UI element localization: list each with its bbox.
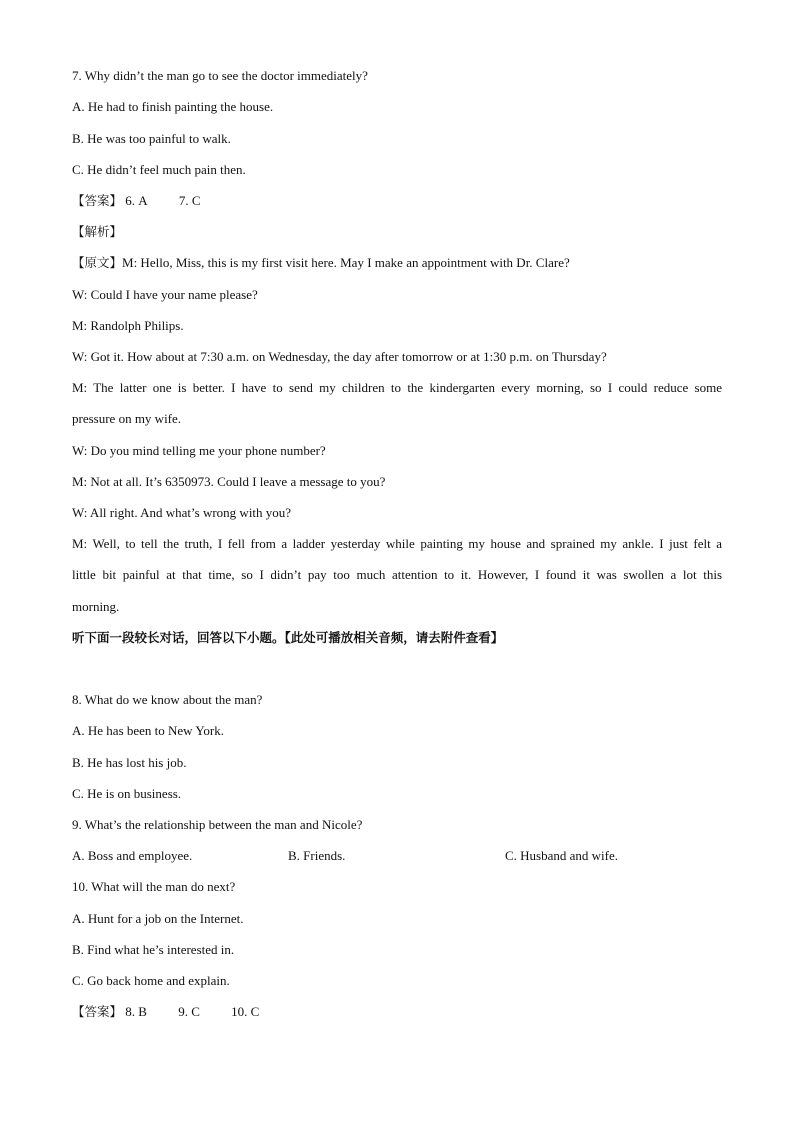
transcript-tag: 【原文】 [72, 255, 123, 270]
answer-line-1 [72, 193, 201, 209]
transcript-line-9: W: All right. And what’s wrong with you? [72, 505, 292, 520]
transcript-line-2: W: Could I have your name please? [72, 287, 258, 302]
question-7: 7. Why didn’t the man go to see the doctor immediately? [72, 68, 368, 83]
analysis-tag: 【解析】 [72, 224, 123, 239]
answer-6: 6. A [125, 193, 148, 208]
answer-8: 8. B [125, 1004, 147, 1019]
q8-option-b: B. He has lost his job. [72, 755, 187, 770]
transcript-line-8: M: Not at all. It’s 6350973. Could I leave a message to you? [72, 474, 386, 489]
question-10: 10. What will the man do next? [72, 879, 236, 894]
transcript-line-6: pressure on my wife. [72, 411, 182, 426]
q8-option-a: A. He has been to New York. [72, 723, 225, 738]
transcript-line-10: M: Well, to tell the truth, I fell from a ladder yesterday while painting my house and sprained my ankle. I just felt a [72, 536, 722, 551]
q7-option-b: B. He was too painful to walk. [72, 131, 231, 146]
q10-option-a: A. Hunt for a job on the Internet. [72, 911, 244, 926]
question-9: 9. What’s the relationship between the man and Nicole? [72, 817, 363, 832]
transcript-line-7: W: Do you mind telling me your phone number? [72, 443, 326, 458]
transcript-line-11: little bit painful at that time, so I didn’t pay too much attention to it. However, I found it was swollen a lot this [72, 567, 722, 582]
q10-option-b: B. Find what he’s interested in. [72, 942, 235, 957]
answer-10: 10. C [231, 1004, 260, 1019]
q8-option-c: C. He is on business. [72, 786, 182, 801]
answer-7: 7. C [178, 193, 201, 208]
section-instruction: 听下面一段较长对话，回答以下小题。【此处可播放相关音频，请去附件查看】 [72, 630, 504, 645]
answer-tag-2: 【答案】 [72, 1004, 123, 1019]
transcript-line-5: M: The latter one is better. I have to send my children to the kindergarten every morning, so I could reduce some [72, 380, 722, 395]
q9-option-a: A. Boss and employee. [72, 848, 193, 863]
q10-option-c: C. Go back home and explain. [72, 973, 230, 988]
answer-tag: 【答案】 [72, 193, 123, 208]
transcript-line-12: morning. [72, 599, 120, 614]
q9-option-b: B. Friends. [288, 848, 346, 863]
transcript-line-4: W: Got it. How about at 7:30 a.m. on Wednesday, the day after tomorrow or at 1:30 p.m. on Thursday? [72, 349, 607, 364]
transcript-line-1: 【原文】M: Hello, Miss, this is my first visit here. May I make an appointment with Dr. Clare? [72, 255, 570, 270]
q7-option-c: C. He didn’t feel much pain then. [72, 162, 246, 177]
question-8: 8. What do we know about the man? [72, 692, 263, 707]
answer-line-2 [72, 1004, 259, 1020]
q7-option-a: A. He had to finish painting the house. [72, 99, 274, 114]
q9-option-c: C. Husband and wife. [505, 848, 619, 863]
answer-9: 9. C [178, 1004, 200, 1019]
transcript-line-3: M: Randolph Philips. [72, 318, 184, 333]
